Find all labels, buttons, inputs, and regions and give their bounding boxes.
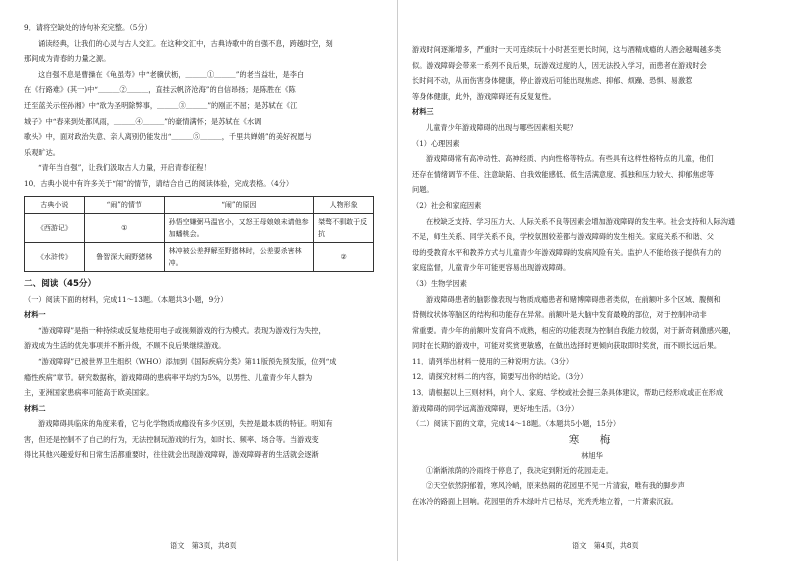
table-row	[25, 242, 374, 271]
text-line: 似。游戏障碍会带来一系列不良后果，玩游戏过度的人，因无法投入学习，而患者在游戏时会	[412, 60, 707, 70]
text-line: （1）心理因素	[412, 138, 460, 148]
novel-table	[24, 196, 374, 272]
table-row	[25, 213, 374, 242]
text-line: 13．请根据以上三则材料，向个人、家庭、学校或社会提三条具体建议，帮助已经形成或正在形成	[412, 388, 724, 398]
text-line: （一）阅读下面的材料，完成11～13题。（本题共3小题，9分）	[24, 294, 228, 304]
text-line: 游戏时间逐渐增多，严重时一天可连续玩十小时甚至更长时间，这与酒精成瘾的人酒会越喝越多类	[412, 45, 722, 54]
table-cell: 鲁智深大闹野猪林	[84, 242, 164, 271]
text-line: 瘾性疾病”章节。研究数据称，游戏障碍的患病率平均约为5%，以男性、儿童青少年人群为	[24, 372, 313, 382]
right-text-block	[412, 42, 772, 510]
table-cell: 孙悟空嫌弼马温官小，又怒王母娘娘未请他参加蟠桃会。	[164, 213, 314, 242]
text-line: 害，但还是控制不了自己的行为，无法控制玩游戏的行为，如时长、频率、场合等。当游戏变	[24, 434, 319, 444]
text-line: 9．请将空缺处的诗句补充完整。（5分）	[24, 23, 152, 32]
text-line: 林旭华	[581, 450, 603, 460]
text-line: ②天空依然阴郁着，寒风冷峭，原来热闹的花园里不见一片清寂，唯有我的脚步声	[426, 481, 685, 491]
text-line: 诵读经典，让我们的心灵与古人交汇。在这种交汇中，古典诗歌中的自强不息，跨越时空，刻	[38, 38, 333, 48]
table-header-cell: “闹”的情节	[84, 196, 164, 213]
text-line: 在校缺乏支持、学习压力大、人际关系不良等因素会增加游戏障碍的发生率。社会支持和人际沟通	[426, 216, 736, 226]
text-line: 常重要。青少年的前额叶发育尚不成熟，相应的功能表现为控制自我能力较弱，对于新奇刺激感兴趣，	[412, 325, 736, 335]
text-line: 城子》中“春来到处都风雨，＿＿＿④＿＿＿”的豪情满怀；是苏轼在《水调	[24, 116, 262, 126]
text-line: 主，亚洲国家患病率可能高于欧美国家。	[24, 388, 154, 398]
text-line: 这自强不息是曹操在《龟虽寿》中“老骥伏枥，＿＿＿①＿＿＿”的老当益壮，是李白	[38, 69, 305, 79]
table-header-cell: “闹”的原因	[164, 196, 314, 213]
left-text-block-2	[24, 276, 383, 464]
text-line: 11．请列举出材料一使用的三种说明方法。（3分）	[412, 356, 574, 366]
text-line: “游戏障碍”是指一种持续或反复地使用电子或视频游戏的行为模式。表现为游戏行为失控，	[38, 325, 326, 335]
text-line: 材料一	[24, 310, 46, 320]
text-line: 10．古典小说中有许多关于“闹”的情节，请结合自己的阅读体验，完成表格。（4分）	[24, 178, 294, 188]
table-cell: ①	[84, 213, 164, 242]
text-line: 歌头》中，面对政治失意、亲人离别仍能发出“＿＿＿⑤＿＿＿，千里共婵娟”的美好祝愿与	[24, 132, 312, 142]
text-line: 背侧纹状体等脑区的结构和功能存在异常。前额叶是大脑中发育最晚的部位，对于控制冲动非	[412, 310, 707, 320]
text-line: 等身体健康，此外，游戏障碍还有反复复性。	[412, 91, 556, 101]
text-line: “游戏障碍”已被世界卫生组织（WHO）添加到《国际疾病分类》第11版预先预发版，位列“成	[38, 356, 337, 366]
text-line: 游戏障碍常有高冲动性、高神经质、内向性格等特点。有些具有这样性格特点的儿童，他们	[426, 154, 714, 164]
text-line: “青年当自强”，让我们汲取古人力量，开启青春征程！	[38, 163, 211, 173]
text-line: 家庭监督，儿童青少年可能更容易出现游戏障碍。	[412, 263, 571, 273]
text-line: 迁至蓝关示侄孙湘》中“欲为圣明除弊事，＿＿＿③＿＿＿”的刚正不屈；是苏轼在《江	[24, 100, 298, 110]
text-line: 在《行路难》(其一)中“＿＿＿②＿＿＿，直挂云帆济沧海”的自信昂扬；是陈胜在《陈	[24, 85, 296, 95]
right-page	[397, 0, 794, 561]
table-cell: ②	[314, 242, 374, 271]
text-line: ①渐渐浓荫的冷雨终于停息了，我决定到附近的花园走走。	[426, 465, 613, 475]
table-header-cell: 人物形象	[314, 196, 374, 213]
text-line: （2）社会和家庭因素	[412, 200, 482, 210]
text-line: 材料二	[24, 403, 46, 413]
table-cell: 林冲被公差押解至野猪林时，公差要杀害林冲。	[164, 242, 314, 271]
text-line: 母的受教育水平和教养方式与儿童青少年游戏障碍的发病风险有关。监护人不能给孩子提供有力的	[412, 247, 722, 257]
text-line: 12．请探究材料二的内容，简要写出你的结论。（3分）	[412, 372, 588, 382]
text-line: 寒 梅	[568, 433, 616, 446]
page-footer-left: 语文 第3页，共8页	[170, 541, 237, 550]
text-line: 问题。	[412, 185, 434, 195]
table-header-row	[25, 196, 374, 213]
text-line: 乐观旷达。	[24, 147, 60, 157]
text-line: 游戏障碍具临床的角度来看，它与化学物质成瘾没有多少区别，失控是最本质的特征。明知有	[38, 419, 333, 429]
text-line: （二）阅读下面的文章，完成14～18题。（本题共5小题，15分）	[412, 419, 621, 429]
text-line: 不足，师生关系、同学关系不良，学校氛围较差都与游戏障碍的发生相关。家庭关系不和谐、父	[412, 232, 714, 242]
text-line: 得比其他兴趣爱好和日常生活都重要时，往往就会出现游戏障碍，游戏障碍者的生活就会逐渐	[24, 450, 319, 460]
text-line: 游戏成为生活的优先事项并不断升级，不顾不良后果继续游戏。	[24, 341, 226, 351]
text-line: 材料三	[412, 107, 434, 117]
table-cell: 《水浒传》	[25, 242, 85, 271]
text-line: 那间成为青春的力量之源。	[24, 54, 111, 64]
text-line: 同时在长期的游戏中，可能对奖赏更敏感，在做出选择时更倾向获取即时奖赏，而不顾长远后果。	[412, 341, 722, 351]
text-line: 游戏障碍的同学远离游戏障碍，更好地生活。（3分）	[412, 403, 579, 413]
text-line: 二、阅读（45分）	[24, 278, 97, 289]
table-header-cell: 古典小说	[25, 196, 85, 213]
text-line: 儿童青少年游戏障碍的出现与哪些因素相关呢？	[426, 122, 577, 132]
left-text-block-1	[24, 20, 383, 192]
table-cell: 桀骜不驯敢于反抗	[314, 213, 374, 242]
text-line: 在冰冷的路面上回响。花园里的乔木绿叶片已枯尽，光秃秃地立着，一片萧索沉寂。	[412, 497, 678, 507]
text-line: 长时间不动，从而伤害身体健康，停止游戏后可能出现焦虑、抑郁、烦躁、恐惧、易激惹	[412, 76, 693, 86]
text-line: 游戏障碍患者的脑影像表现与物质成瘾患者和赌博障碍患者类似，在前额叶多个区域、腹侧和	[426, 294, 721, 304]
table-cell: 《西游记》	[25, 213, 85, 242]
text-line: （3）生物学因素	[412, 278, 467, 288]
page-footer-right: 语文 第4页，共8页	[572, 541, 639, 550]
text-line: 还存在情绪调节不佳、注意缺陷、自我效能感低、低生活满意度、孤独和压力较大、抑郁焦虑等	[412, 169, 714, 179]
